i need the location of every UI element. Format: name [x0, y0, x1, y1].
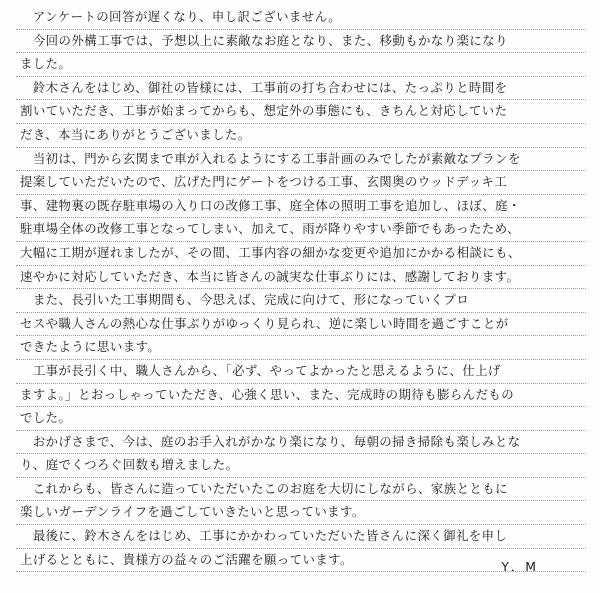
letter-line: 上げるとともに、貴様方の益々のご活躍を願っています。 [16, 549, 586, 573]
letter-line: ますよ。」とおっしゃっていただき、心強く思い、また、完成時の期待も膨らんだもの [16, 384, 586, 408]
letter-body [16, 6, 586, 572]
letter-line: これからも、皆さんに造っていただいたこのお庭を大切にしながら、家族とともに [16, 478, 586, 502]
letter-line: 駐車場全体の改修工事となってしまい、加えて、雨が降りやすい季節でもあったため、 [16, 218, 586, 242]
letter-line: セスや職人さんの熱心な仕事ぶりがゆっくり見られ、逆に楽しい時間を過ごすことが [16, 313, 586, 337]
letter-line: だき、本当にありがとうございました。 [16, 124, 586, 148]
letter-line: アンケートの回答が遅くなり、申し訳ございません。 [16, 6, 586, 30]
letter-line: ました。 [16, 53, 586, 77]
letter-line: 今回の外構工事では、予想以上に素敵なお庭となり、また、移動もかなり楽になり [16, 30, 586, 54]
signature-initials: Y．M [501, 559, 538, 574]
letter-line: 楽しいガーデンライフを過ごしていきたいと思っています。 [16, 501, 586, 525]
letter-line: 事、建物裏の既存駐車場の入り口の改修工事、庭全体の照明工事を追加し、ほぼ、庭・ [16, 195, 586, 219]
letter-line: おかげさまで、今は、庭のお手入れがかなり楽になり、毎朝の掃き掃除も楽しみとな [16, 431, 586, 455]
letter-line: 割いていただき、工事が始まってからも、想定外の事態にも、きちんと対応していた [16, 100, 586, 124]
letter-line: でした。 [16, 407, 586, 431]
letter-line: 当初は、門から玄関まで車が入れるようにする工事計画のみでしたが素敵なプランを [16, 148, 586, 172]
letter-line: 大幅に工期が遅れましたが、その間、工事内容の細かな変更や追加にかかる相談にも、 [16, 242, 586, 266]
letter-line: 最後に、鈴木さんをはじめ、工事にかかわっていただいた皆さんに深く御礼を申し [16, 525, 586, 549]
letter-line: 提案していただいたので、広げた門にゲートをつける工事、玄関奥のウッドデッキ工 [16, 171, 586, 195]
letter-line: り、庭でくつろぐ回数も増えました。 [16, 454, 586, 478]
letter-line: また、長引いた工事期間も、今思えば、完成に向けて、形になっていくプロ [16, 289, 586, 313]
letter-line: できたように思います。 [16, 336, 586, 360]
letter-line: 鈴木さんをはじめ、御社の皆様には、工事前の打ち合わせには、たっぷりと時間を [16, 77, 586, 101]
letter-line: 工事が長引く中、職人さんから、「必ず、やってよかったと思えるように、仕上げ [16, 360, 586, 384]
letter-line: 速やかに対応していただき、本当に皆さんの誠実な仕事ぶりには、感謝しております。 [16, 266, 586, 290]
